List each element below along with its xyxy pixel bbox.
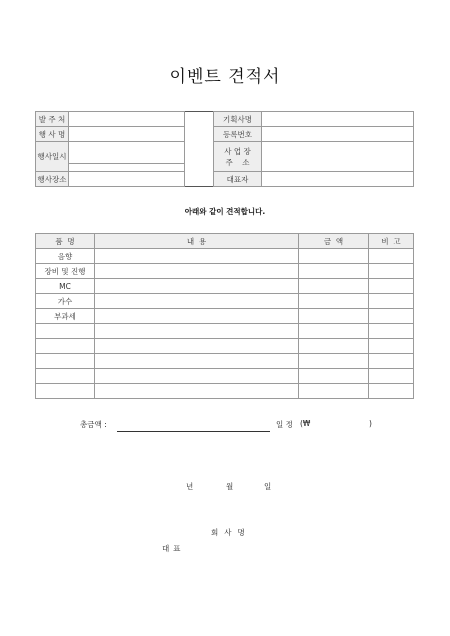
item-note[interactable]: [369, 369, 414, 384]
spacer: [185, 127, 214, 142]
item-content[interactable]: [95, 249, 299, 264]
item-content[interactable]: [95, 339, 299, 354]
item-content[interactable]: [95, 294, 299, 309]
day-label: 일: [264, 482, 272, 491]
item-note[interactable]: [369, 324, 414, 339]
spacer: [185, 172, 214, 187]
item-name: 가수: [36, 294, 95, 309]
won-close-paren: ): [369, 419, 372, 428]
item-note[interactable]: [369, 294, 414, 309]
table-row: [36, 384, 414, 399]
item-name: 음향: [36, 249, 95, 264]
table-row: [36, 354, 414, 369]
item-content[interactable]: [95, 354, 299, 369]
item-content[interactable]: [95, 264, 299, 279]
item-name: 부과세: [36, 309, 95, 324]
total-label: 총금액 :: [80, 420, 107, 429]
item-name[interactable]: [36, 339, 95, 354]
ceo-label: 대표자: [214, 172, 262, 187]
address-label: [214, 142, 262, 172]
month-label: 월: [226, 482, 234, 491]
item-note[interactable]: [369, 249, 414, 264]
planner-label: 기획사명: [214, 112, 262, 127]
header-item: 품 명: [36, 234, 95, 249]
item-content[interactable]: [95, 324, 299, 339]
representative-label: 대표: [162, 544, 185, 553]
item-content[interactable]: [95, 309, 299, 324]
item-amount[interactable]: [299, 249, 369, 264]
item-note[interactable]: [369, 309, 414, 324]
regno-label: 등록번호: [214, 127, 262, 142]
items-table: [35, 233, 414, 399]
event-name-field[interactable]: [69, 127, 185, 142]
table-row: [36, 249, 414, 264]
event-date-label: 행사일시: [36, 142, 69, 172]
client-field[interactable]: [69, 112, 185, 127]
item-name[interactable]: [36, 324, 95, 339]
item-amount[interactable]: [299, 264, 369, 279]
item-amount[interactable]: [299, 339, 369, 354]
address-field[interactable]: [262, 142, 414, 172]
event-info-table: [35, 111, 414, 187]
total-amount-field[interactable]: [117, 431, 270, 432]
item-note[interactable]: [369, 354, 414, 369]
table-row: [36, 264, 414, 279]
item-name: 장비 및 진행: [36, 264, 95, 279]
item-amount[interactable]: [299, 384, 369, 399]
spacer: [185, 112, 214, 127]
regno-field[interactable]: [262, 127, 414, 142]
item-name[interactable]: [36, 369, 95, 384]
item-amount[interactable]: [299, 279, 369, 294]
item-name: MC: [36, 279, 95, 294]
item-name[interactable]: [36, 384, 95, 399]
item-note[interactable]: [369, 384, 414, 399]
table-row: [36, 294, 414, 309]
iljeong-label: 일 정: [276, 420, 293, 429]
year-label: 년: [186, 482, 194, 491]
header-amount: 금 액: [299, 234, 369, 249]
item-content[interactable]: [95, 279, 299, 294]
item-amount[interactable]: [299, 294, 369, 309]
item-amount[interactable]: [299, 369, 369, 384]
item-amount[interactable]: [299, 324, 369, 339]
client-label: 발 주 처: [36, 112, 69, 127]
venue-field[interactable]: [69, 172, 185, 187]
address-label-line1: 사 업 장: [224, 146, 251, 156]
spacer: [185, 142, 214, 172]
table-row: [36, 309, 414, 324]
planner-field[interactable]: [262, 112, 414, 127]
address-label-line2: 주 소: [225, 157, 250, 167]
event-name-label: 행 사 명: [36, 127, 69, 142]
item-note[interactable]: [369, 279, 414, 294]
estimate-subtitle: 아래와 같이 견적합니다.: [184, 207, 266, 216]
won-label: (₩: [300, 419, 311, 428]
table-row: [36, 279, 414, 294]
header-content: 내 용: [95, 234, 299, 249]
item-amount[interactable]: [299, 354, 369, 369]
table-row: [36, 339, 414, 354]
company-name-label: 회사명: [211, 528, 251, 537]
item-name[interactable]: [36, 354, 95, 369]
item-note[interactable]: [369, 339, 414, 354]
item-note[interactable]: [369, 264, 414, 279]
item-amount[interactable]: [299, 309, 369, 324]
event-date-field[interactable]: [69, 142, 185, 172]
table-row: [36, 369, 414, 384]
ceo-field[interactable]: [262, 172, 414, 187]
document-title: 이벤트 견적서: [169, 67, 281, 87]
venue-label: 행사장소: [36, 172, 69, 187]
item-content[interactable]: [95, 369, 299, 384]
header-note: 비 고: [369, 234, 414, 249]
item-content[interactable]: [95, 384, 299, 399]
table-row: [36, 324, 414, 339]
